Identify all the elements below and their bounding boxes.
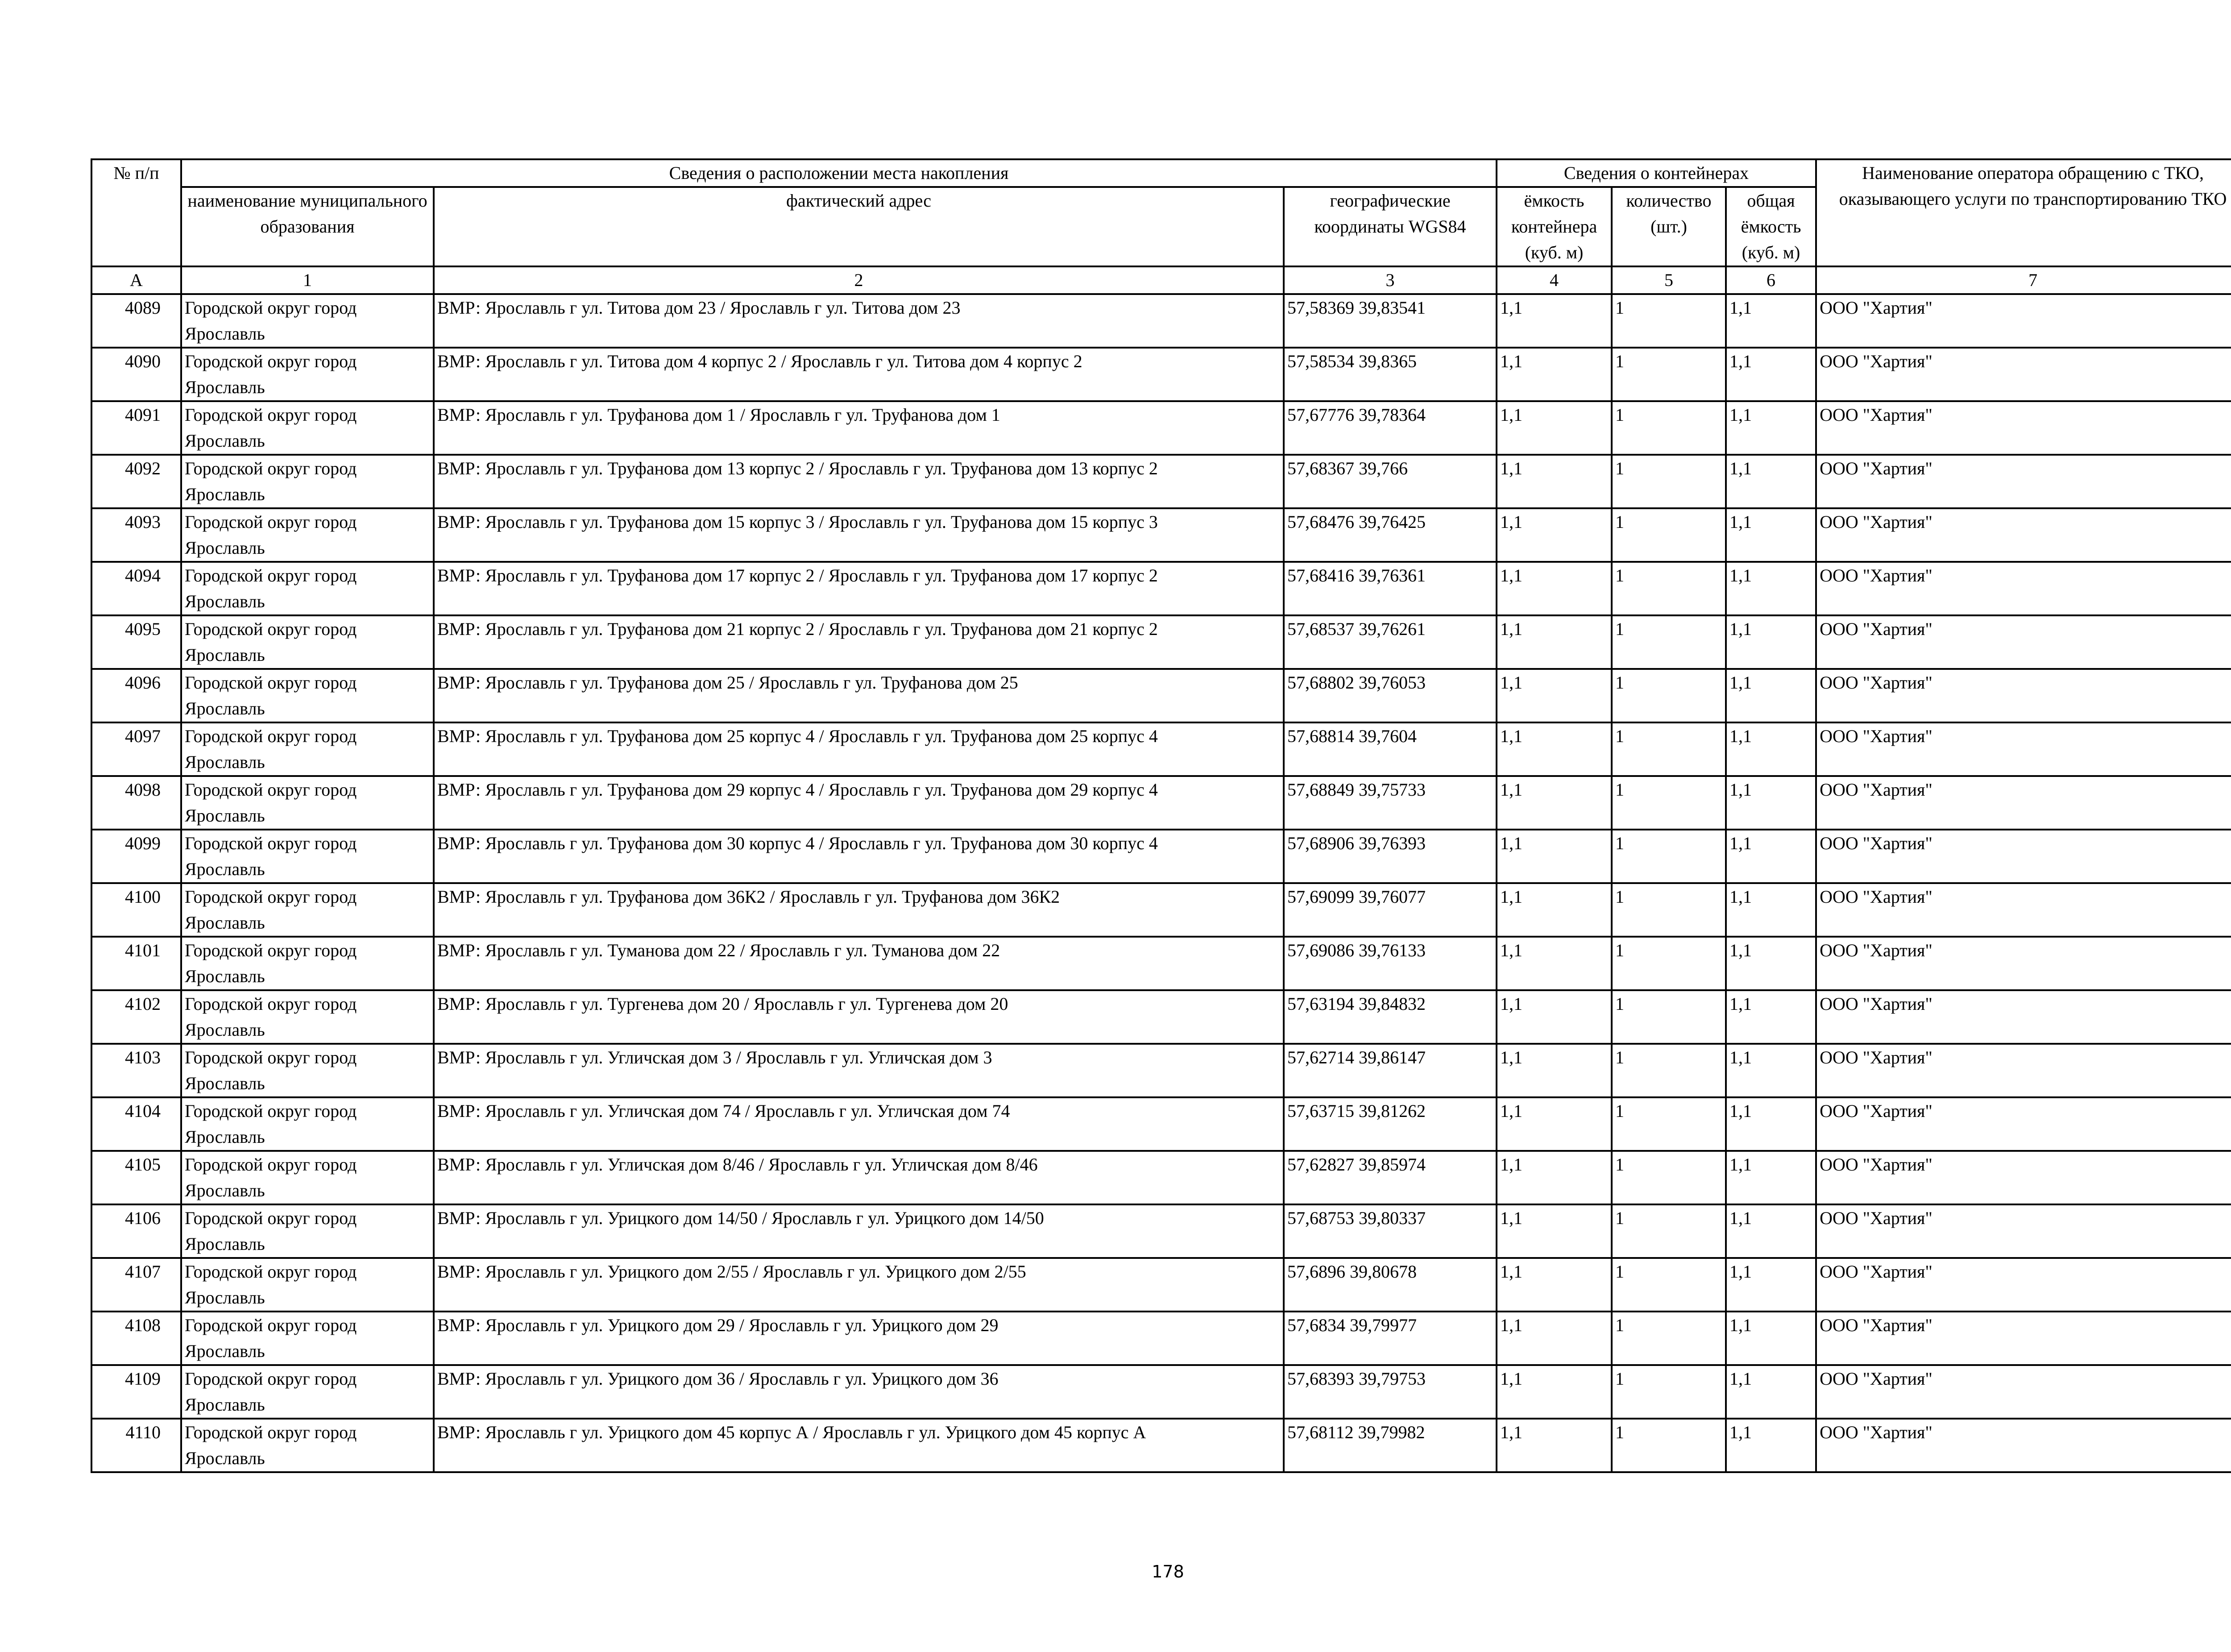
header-location-group: Сведения о расположении места накопления bbox=[181, 159, 1497, 187]
row-number: 4105 bbox=[91, 1151, 181, 1204]
quantity-cell: 1 bbox=[1612, 294, 1726, 348]
table-body bbox=[91, 294, 2231, 1472]
coords-cell: 57,69099 39,76077 bbox=[1284, 883, 1497, 937]
municipality-cell: Городской округ город Ярославль bbox=[181, 1365, 434, 1419]
header-municipality: наименование муниципального образования bbox=[181, 187, 434, 266]
quantity-cell: 1 bbox=[1612, 1044, 1726, 1097]
operator-cell: ООО "Хартия" bbox=[1816, 1258, 2231, 1312]
address-cell: ВМР: Ярославль г ул. Труфанова дом 17 корпус 2 / Ярославль г ул. Труфанова дом 17 корпус 2 bbox=[434, 562, 1284, 615]
coords-cell: 57,68416 39,76361 bbox=[1284, 562, 1497, 615]
total-cell: 1,1 bbox=[1726, 1204, 1816, 1258]
coords-cell: 57,58369 39,83541 bbox=[1284, 294, 1497, 348]
municipality-cell: Городской округ город Ярославль bbox=[181, 1044, 434, 1097]
coords-cell: 57,68112 39,79982 bbox=[1284, 1419, 1497, 1472]
operator-cell: ООО "Хартия" bbox=[1816, 1097, 2231, 1151]
row-number: 4092 bbox=[91, 455, 181, 508]
municipality-cell: Городской округ город Ярославль bbox=[181, 1097, 434, 1151]
table-row bbox=[91, 1044, 2231, 1097]
capacity-cell: 1,1 bbox=[1497, 883, 1612, 937]
index-cell: 5 bbox=[1612, 266, 1726, 294]
row-number: 4093 bbox=[91, 508, 181, 562]
header-quantity: количество (шт.) bbox=[1612, 187, 1726, 266]
row-number: 4110 bbox=[91, 1419, 181, 1472]
table-row bbox=[91, 937, 2231, 990]
municipality-cell: Городской округ город Ярославль bbox=[181, 1204, 434, 1258]
table-row bbox=[91, 1365, 2231, 1419]
table-row bbox=[91, 1312, 2231, 1365]
registry-table bbox=[91, 158, 2231, 1473]
operator-cell: ООО "Хартия" bbox=[1816, 883, 2231, 937]
address-cell: ВМР: Ярославль г ул. Урицкого дом 14/50 / Ярославль г ул. Урицкого дом 14/50 bbox=[434, 1204, 1284, 1258]
total-cell: 1,1 bbox=[1726, 1365, 1816, 1419]
index-cell: 7 bbox=[1816, 266, 2231, 294]
address-cell: ВМР: Ярославль г ул. Урицкого дом 36 / Ярославль г ул. Урицкого дом 36 bbox=[434, 1365, 1284, 1419]
operator-cell: ООО "Хартия" bbox=[1816, 1312, 2231, 1365]
municipality-cell: Городской округ город Ярославль bbox=[181, 722, 434, 776]
coords-cell: 57,69086 39,76133 bbox=[1284, 937, 1497, 990]
capacity-cell: 1,1 bbox=[1497, 1258, 1612, 1312]
quantity-cell: 1 bbox=[1612, 776, 1726, 830]
capacity-cell: 1,1 bbox=[1497, 1097, 1612, 1151]
row-number: 4104 bbox=[91, 1097, 181, 1151]
coords-cell: 57,6896 39,80678 bbox=[1284, 1258, 1497, 1312]
coords-cell: 57,68849 39,75733 bbox=[1284, 776, 1497, 830]
municipality-cell: Городской округ город Ярославль bbox=[181, 990, 434, 1044]
table-row bbox=[91, 1419, 2231, 1472]
capacity-cell: 1,1 bbox=[1497, 615, 1612, 669]
operator-cell: ООО "Хартия" bbox=[1816, 669, 2231, 722]
operator-cell: ООО "Хартия" bbox=[1816, 990, 2231, 1044]
municipality-cell: Городской округ город Ярославль bbox=[181, 508, 434, 562]
coords-cell: 57,58534 39,8365 bbox=[1284, 348, 1497, 401]
operator-cell: ООО "Хартия" bbox=[1816, 1419, 2231, 1472]
capacity-cell: 1,1 bbox=[1497, 294, 1612, 348]
table-row bbox=[91, 455, 2231, 508]
municipality-cell: Городской округ город Ярославль bbox=[181, 830, 434, 883]
table-row bbox=[91, 1151, 2231, 1204]
coords-cell: 57,68802 39,76053 bbox=[1284, 669, 1497, 722]
capacity-cell: 1,1 bbox=[1497, 1365, 1612, 1419]
municipality-cell: Городской округ город Ярославль bbox=[181, 294, 434, 348]
address-cell: ВМР: Ярославль г ул. Труфанова дом 29 корпус 4 / Ярославль г ул. Труфанова дом 29 корпус 4 bbox=[434, 776, 1284, 830]
table-row bbox=[91, 615, 2231, 669]
operator-cell: ООО "Хартия" bbox=[1816, 722, 2231, 776]
operator-cell: ООО "Хартия" bbox=[1816, 1151, 2231, 1204]
address-cell: ВМР: Ярославль г ул. Титова дом 4 корпус 2 / Ярославль г ул. Титова дом 4 корпус 2 bbox=[434, 348, 1284, 401]
quantity-cell: 1 bbox=[1612, 937, 1726, 990]
page-number: 178 bbox=[1152, 1562, 1184, 1581]
coords-cell: 57,68906 39,76393 bbox=[1284, 830, 1497, 883]
index-cell: 4 bbox=[1497, 266, 1612, 294]
header-address: фактический адрес bbox=[434, 187, 1284, 266]
row-number: 4103 bbox=[91, 1044, 181, 1097]
table-row bbox=[91, 1258, 2231, 1312]
row-number: 4090 bbox=[91, 348, 181, 401]
capacity-cell: 1,1 bbox=[1497, 1151, 1612, 1204]
municipality-cell: Городской округ город Ярославль bbox=[181, 669, 434, 722]
row-number: 4100 bbox=[91, 883, 181, 937]
operator-cell: ООО "Хартия" bbox=[1816, 1365, 2231, 1419]
quantity-cell: 1 bbox=[1612, 1312, 1726, 1365]
total-cell: 1,1 bbox=[1726, 1258, 1816, 1312]
capacity-cell: 1,1 bbox=[1497, 1044, 1612, 1097]
quantity-cell: 1 bbox=[1612, 990, 1726, 1044]
row-number: 4091 bbox=[91, 401, 181, 455]
table-row bbox=[91, 348, 2231, 401]
total-cell: 1,1 bbox=[1726, 1097, 1816, 1151]
index-row bbox=[91, 266, 2231, 294]
capacity-cell: 1,1 bbox=[1497, 1419, 1612, 1472]
quantity-cell: 1 bbox=[1612, 1204, 1726, 1258]
coords-cell: 57,62827 39,85974 bbox=[1284, 1151, 1497, 1204]
capacity-cell: 1,1 bbox=[1497, 508, 1612, 562]
total-cell: 1,1 bbox=[1726, 615, 1816, 669]
address-cell: ВМР: Ярославль г ул. Труфанова дом 15 корпус 3 / Ярославль г ул. Труфанова дом 15 корпус 3 bbox=[434, 508, 1284, 562]
table-row bbox=[91, 401, 2231, 455]
capacity-cell: 1,1 bbox=[1497, 348, 1612, 401]
index-cell: 6 bbox=[1726, 266, 1816, 294]
table-row bbox=[91, 1097, 2231, 1151]
quantity-cell: 1 bbox=[1612, 348, 1726, 401]
operator-cell: ООО "Хартия" bbox=[1816, 455, 2231, 508]
index-cell: 3 bbox=[1284, 266, 1497, 294]
total-cell: 1,1 bbox=[1726, 883, 1816, 937]
operator-cell: ООО "Хартия" bbox=[1816, 562, 2231, 615]
coords-cell: 57,68814 39,7604 bbox=[1284, 722, 1497, 776]
quantity-cell: 1 bbox=[1612, 1151, 1726, 1204]
total-cell: 1,1 bbox=[1726, 1151, 1816, 1204]
total-cell: 1,1 bbox=[1726, 776, 1816, 830]
total-cell: 1,1 bbox=[1726, 1419, 1816, 1472]
capacity-cell: 1,1 bbox=[1497, 455, 1612, 508]
municipality-cell: Городской округ город Ярославль bbox=[181, 937, 434, 990]
address-cell: ВМР: Ярославль г ул. Урицкого дом 29 / Ярославль г ул. Урицкого дом 29 bbox=[434, 1312, 1284, 1365]
quantity-cell: 1 bbox=[1612, 615, 1726, 669]
address-cell: ВМР: Ярославль г ул. Угличская дом 74 / Ярославль г ул. Угличская дом 74 bbox=[434, 1097, 1284, 1151]
total-cell: 1,1 bbox=[1726, 508, 1816, 562]
quantity-cell: 1 bbox=[1612, 562, 1726, 615]
coords-cell: 57,67776 39,78364 bbox=[1284, 401, 1497, 455]
quantity-cell: 1 bbox=[1612, 401, 1726, 455]
row-number: 4102 bbox=[91, 990, 181, 1044]
row-number: 4097 bbox=[91, 722, 181, 776]
quantity-cell: 1 bbox=[1612, 722, 1726, 776]
address-cell: ВМР: Ярославль г ул. Урицкого дом 45 корпус А / Ярославль г ул. Урицкого дом 45 корпус А bbox=[434, 1419, 1284, 1472]
address-cell: ВМР: Ярославль г ул. Труфанова дом 1 / Ярославль г ул. Труфанова дом 1 bbox=[434, 401, 1284, 455]
index-cell: 2 bbox=[434, 266, 1284, 294]
municipality-cell: Городской округ город Ярославль bbox=[181, 1312, 434, 1365]
header-operator: Наименование оператора обращению с ТКО, оказывающего услуги по транспортированию ТКО bbox=[1816, 159, 2231, 266]
capacity-cell: 1,1 bbox=[1497, 1204, 1612, 1258]
address-cell: ВМР: Ярославль г ул. Труфанова дом 30 корпус 4 / Ярославль г ул. Труфанова дом 30 корпус 4 bbox=[434, 830, 1284, 883]
table-row bbox=[91, 508, 2231, 562]
capacity-cell: 1,1 bbox=[1497, 722, 1612, 776]
address-cell: ВМР: Ярославль г ул. Тургенева дом 20 / Ярославль г ул. Тургенева дом 20 bbox=[434, 990, 1284, 1044]
address-cell: ВМР: Ярославль г ул. Труфанова дом 25 / Ярославль г ул. Труфанова дом 25 bbox=[434, 669, 1284, 722]
total-cell: 1,1 bbox=[1726, 1312, 1816, 1365]
table-row bbox=[91, 990, 2231, 1044]
capacity-cell: 1,1 bbox=[1497, 937, 1612, 990]
address-cell: ВМР: Ярославль г ул. Титова дом 23 / Ярославль г ул. Титова дом 23 bbox=[434, 294, 1284, 348]
total-cell: 1,1 bbox=[1726, 455, 1816, 508]
quantity-cell: 1 bbox=[1612, 830, 1726, 883]
total-cell: 1,1 bbox=[1726, 294, 1816, 348]
total-cell: 1,1 bbox=[1726, 722, 1816, 776]
header-capacity: ёмкость контейнера (куб. м) bbox=[1497, 187, 1612, 266]
header-number: № п/п bbox=[91, 159, 181, 266]
total-cell: 1,1 bbox=[1726, 990, 1816, 1044]
municipality-cell: Городской округ город Ярославль bbox=[181, 1258, 434, 1312]
quantity-cell: 1 bbox=[1612, 669, 1726, 722]
municipality-cell: Городской округ город Ярославль bbox=[181, 562, 434, 615]
address-cell: ВМР: Ярославль г ул. Труфанова дом 13 корпус 2 / Ярославль г ул. Труфанова дом 13 корпус 2 bbox=[434, 455, 1284, 508]
header-coords: географические координаты WGS84 bbox=[1284, 187, 1497, 266]
coords-cell: 57,68367 39,766 bbox=[1284, 455, 1497, 508]
quantity-cell: 1 bbox=[1612, 1365, 1726, 1419]
municipality-cell: Городской округ город Ярославль bbox=[181, 348, 434, 401]
table-row bbox=[91, 776, 2231, 830]
address-cell: ВМР: Ярославль г ул. Угличская дом 3 / Ярославль г ул. Угличская дом 3 bbox=[434, 1044, 1284, 1097]
row-number: 4109 bbox=[91, 1365, 181, 1419]
table-row bbox=[91, 1204, 2231, 1258]
capacity-cell: 1,1 bbox=[1497, 401, 1612, 455]
capacity-cell: 1,1 bbox=[1497, 990, 1612, 1044]
total-cell: 1,1 bbox=[1726, 348, 1816, 401]
row-number: 4096 bbox=[91, 669, 181, 722]
row-number: 4101 bbox=[91, 937, 181, 990]
address-cell: ВМР: Ярославль г ул. Труфанова дом 25 корпус 4 / Ярославль г ул. Труфанова дом 25 корпус 4 bbox=[434, 722, 1284, 776]
row-number: 4094 bbox=[91, 562, 181, 615]
operator-cell: ООО "Хартия" bbox=[1816, 776, 2231, 830]
index-cell: 1 bbox=[181, 266, 434, 294]
total-cell: 1,1 bbox=[1726, 562, 1816, 615]
coords-cell: 57,6834 39,79977 bbox=[1284, 1312, 1497, 1365]
row-number: 4106 bbox=[91, 1204, 181, 1258]
total-cell: 1,1 bbox=[1726, 1044, 1816, 1097]
operator-cell: ООО "Хартия" bbox=[1816, 508, 2231, 562]
row-number: 4098 bbox=[91, 776, 181, 830]
capacity-cell: 1,1 bbox=[1497, 669, 1612, 722]
operator-cell: ООО "Хартия" bbox=[1816, 348, 2231, 401]
operator-cell: ООО "Хартия" bbox=[1816, 830, 2231, 883]
municipality-cell: Городской округ город Ярославль bbox=[181, 1419, 434, 1472]
address-cell: ВМР: Ярославль г ул. Труфанова дом 36К2 / Ярославль г ул. Труфанова дом 36К2 bbox=[434, 883, 1284, 937]
total-cell: 1,1 bbox=[1726, 669, 1816, 722]
quantity-cell: 1 bbox=[1612, 455, 1726, 508]
coords-cell: 57,68476 39,76425 bbox=[1284, 508, 1497, 562]
table-row bbox=[91, 830, 2231, 883]
total-cell: 1,1 bbox=[1726, 830, 1816, 883]
address-cell: ВМР: Ярославль г ул. Угличская дом 8/46 / Ярославль г ул. Угличская дом 8/46 bbox=[434, 1151, 1284, 1204]
quantity-cell: 1 bbox=[1612, 883, 1726, 937]
row-number: 4095 bbox=[91, 615, 181, 669]
operator-cell: ООО "Хартия" bbox=[1816, 294, 2231, 348]
row-number: 4099 bbox=[91, 830, 181, 883]
municipality-cell: Городской округ город Ярославль bbox=[181, 455, 434, 508]
quantity-cell: 1 bbox=[1612, 1097, 1726, 1151]
header-total: общая ёмкость (куб. м) bbox=[1726, 187, 1816, 266]
capacity-cell: 1,1 bbox=[1497, 776, 1612, 830]
coords-cell: 57,63194 39,84832 bbox=[1284, 990, 1497, 1044]
municipality-cell: Городской округ город Ярославль bbox=[181, 776, 434, 830]
quantity-cell: 1 bbox=[1612, 1419, 1726, 1472]
capacity-cell: 1,1 bbox=[1497, 830, 1612, 883]
coords-cell: 57,68537 39,76261 bbox=[1284, 615, 1497, 669]
coords-cell: 57,62714 39,86147 bbox=[1284, 1044, 1497, 1097]
operator-cell: ООО "Хартия" bbox=[1816, 615, 2231, 669]
coords-cell: 57,68753 39,80337 bbox=[1284, 1204, 1497, 1258]
quantity-cell: 1 bbox=[1612, 1258, 1726, 1312]
operator-cell: ООО "Хартия" bbox=[1816, 937, 2231, 990]
table-row bbox=[91, 883, 2231, 937]
header-containers-group: Сведения о контейнерах bbox=[1497, 159, 1816, 187]
capacity-cell: 1,1 bbox=[1497, 1312, 1612, 1365]
row-number: 4108 bbox=[91, 1312, 181, 1365]
operator-cell: ООО "Хартия" bbox=[1816, 1204, 2231, 1258]
total-cell: 1,1 bbox=[1726, 937, 1816, 990]
table-row bbox=[91, 669, 2231, 722]
total-cell: 1,1 bbox=[1726, 401, 1816, 455]
quantity-cell: 1 bbox=[1612, 508, 1726, 562]
index-cell: А bbox=[91, 266, 181, 294]
address-cell: ВМР: Ярославль г ул. Туманова дом 22 / Ярославль г ул. Туманова дом 22 bbox=[434, 937, 1284, 990]
municipality-cell: Городской округ город Ярославль bbox=[181, 615, 434, 669]
address-cell: ВМР: Ярославль г ул. Труфанова дом 21 корпус 2 / Ярославль г ул. Труфанова дом 21 корпус 2 bbox=[434, 615, 1284, 669]
municipality-cell: Городской округ город Ярославль bbox=[181, 883, 434, 937]
coords-cell: 57,63715 39,81262 bbox=[1284, 1097, 1497, 1151]
table-row bbox=[91, 722, 2231, 776]
coords-cell: 57,68393 39,79753 bbox=[1284, 1365, 1497, 1419]
row-number: 4107 bbox=[91, 1258, 181, 1312]
municipality-cell: Городской округ город Ярославль bbox=[181, 1151, 434, 1204]
table-row bbox=[91, 562, 2231, 615]
operator-cell: ООО "Хартия" bbox=[1816, 1044, 2231, 1097]
row-number: 4089 bbox=[91, 294, 181, 348]
table-row bbox=[91, 294, 2231, 348]
capacity-cell: 1,1 bbox=[1497, 562, 1612, 615]
address-cell: ВМР: Ярославль г ул. Урицкого дом 2/55 / Ярославль г ул. Урицкого дом 2/55 bbox=[434, 1258, 1284, 1312]
municipality-cell: Городской округ город Ярославль bbox=[181, 401, 434, 455]
operator-cell: ООО "Хартия" bbox=[1816, 401, 2231, 455]
